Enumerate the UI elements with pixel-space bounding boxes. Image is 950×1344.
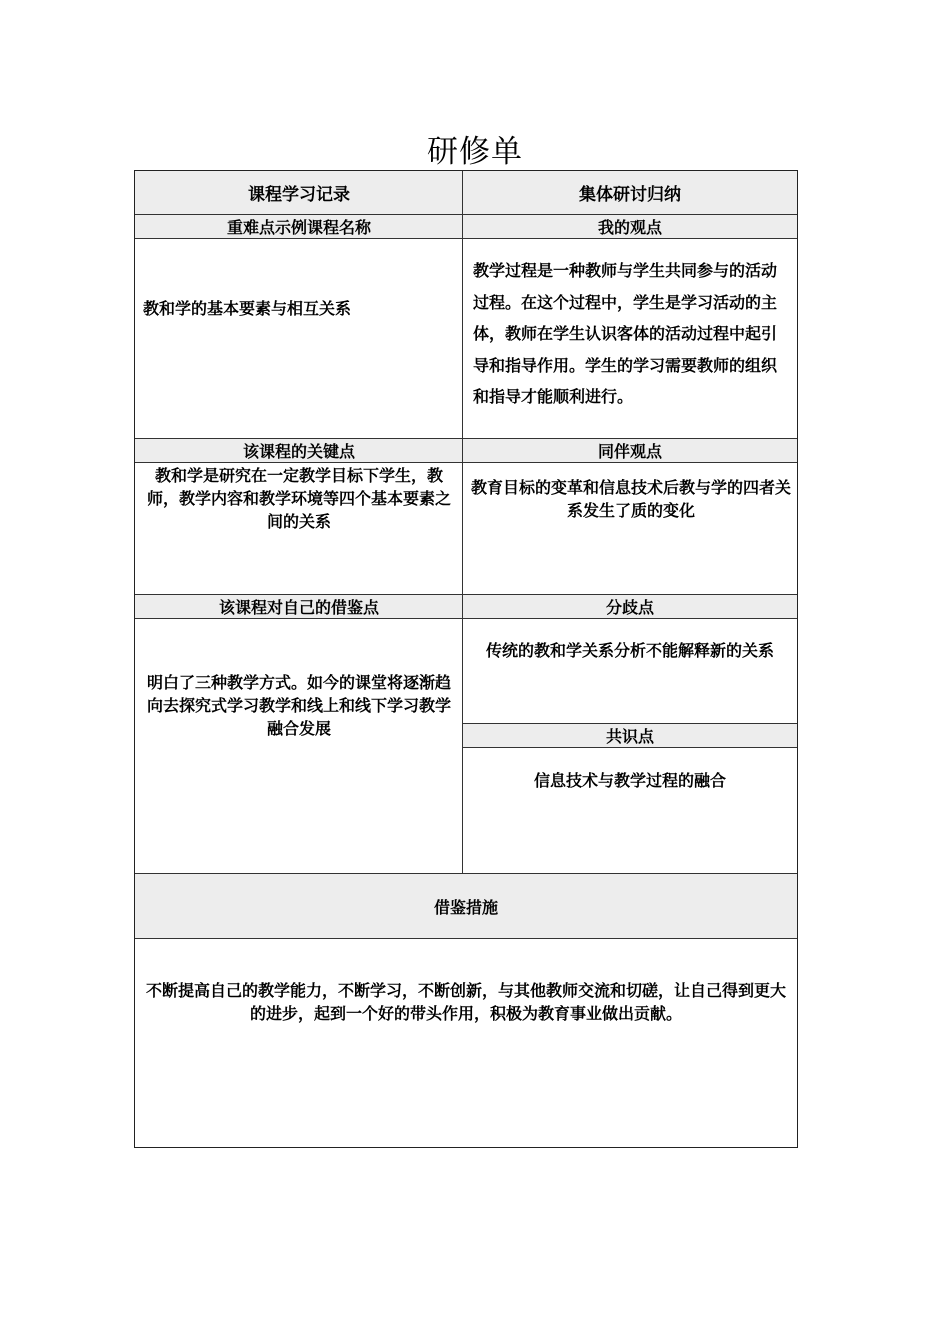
row-divider (135, 438, 797, 439)
course-name-label: 重难点示例课程名称 (135, 215, 463, 238)
row-divider (135, 214, 797, 215)
divergence-label: 分歧点 (463, 595, 797, 618)
consensus-text: 信息技术与教学过程的融合 (533, 771, 726, 790)
column-header-course-record: 课程学习记录 (135, 171, 463, 214)
peer-view-label: 同伴观点 (463, 439, 797, 462)
key-points-text: 教和学是研究在一定教学目标下学生，教师，教学内容和教学环境等四个基本要素之间的关系 (146, 466, 451, 531)
page-title: 研修单 (427, 134, 523, 170)
divergence-text: 传统的教和学关系分析不能解释新的关系 (485, 641, 774, 660)
row-divider (463, 723, 797, 724)
row-divider (135, 462, 797, 463)
my-view-text: 教学过程是一种教师与学生共同参与的活动过程。在这个过程中，学生是学习活动的主体，教师在学生认识客体的活动过程中起引导和指导作用。学生的学习需要教师的组织和指导才能顺利进行。 (473, 261, 778, 406)
takeaway-label: 该课程对自己的借鉴点 (135, 595, 463, 618)
measures-text: 不断提高自己的教学能力，不断学习，不断创新，与其他教师交流和切磋，让自己得到更大的进步，起到一个好的带头作用，积极为教育事业做出贡献。 (145, 981, 786, 1023)
row-divider (135, 873, 797, 874)
my-view-label: 我的观点 (463, 215, 797, 238)
column-divider (462, 171, 463, 873)
takeaway-text: 明白了三种教学方式。如今的课堂将逐渐趋向去探究式学习教学和线上和线下学习教学融合发展 (146, 673, 451, 738)
study-form-table (134, 170, 798, 1148)
row-divider (135, 618, 797, 619)
peer-view-text: 教育目标的变革和信息技术后教与学的四者关系发生了质的变化 (471, 478, 792, 520)
measures-label: 借鉴措施 (135, 874, 797, 938)
row-divider (135, 238, 797, 239)
column-header-group-summary: 集体研讨归纳 (463, 171, 797, 214)
key-points-label: 该课程的关键点 (135, 439, 463, 462)
course-name-text: 教和学的基本要素与相互关系 (143, 299, 352, 318)
row-divider (135, 938, 797, 939)
row-divider (463, 747, 797, 748)
row-divider (135, 594, 797, 595)
consensus-label: 共识点 (463, 724, 797, 747)
